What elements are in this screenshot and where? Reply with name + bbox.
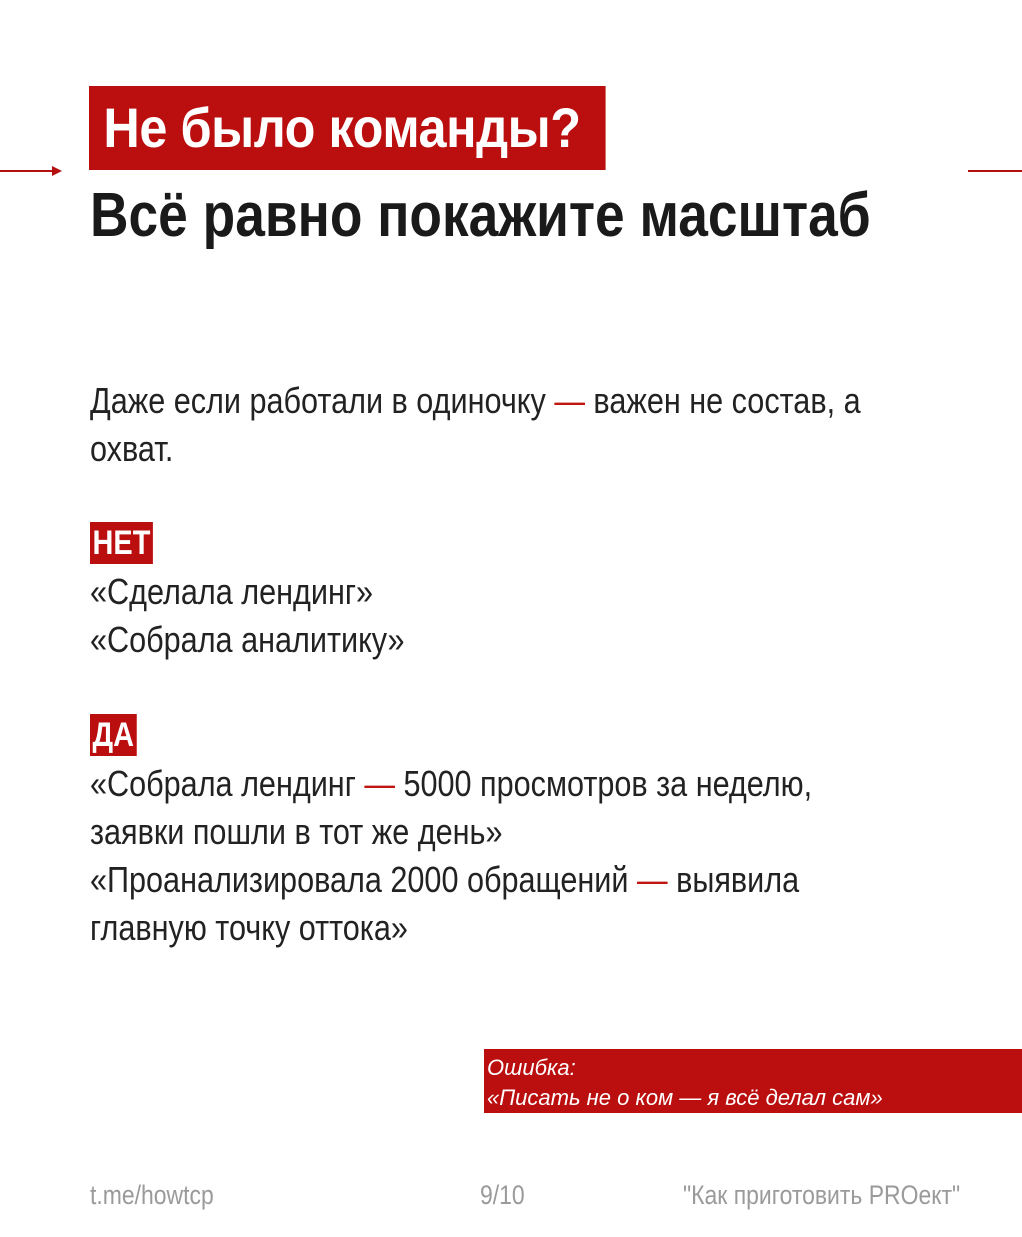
yes-example-line: главную точку оттока» (90, 907, 408, 948)
yes-example-line (90, 856, 940, 904)
error-text: «Писать не о ком — я всё делал сам» (487, 1085, 883, 1110)
intro-dash: — (554, 380, 585, 421)
page-subtitle: Всё равно покажите масштаб (90, 181, 871, 250)
yes-examples (90, 760, 940, 952)
left-arrow-decoration (0, 165, 62, 177)
page-title: Не было команды? (89, 86, 606, 170)
yes-text: «Проанализировала 2000 обращений (90, 859, 638, 900)
yes-tag: ДА (90, 714, 137, 756)
intro-line-1 (90, 377, 940, 425)
no-example-item: «Собрала аналитику» (90, 619, 405, 660)
yes-text: «Собрала лендинг (90, 763, 365, 804)
yes-dash: — (637, 859, 668, 900)
error-label: Ошибка: (487, 1055, 576, 1080)
no-examples (90, 568, 940, 664)
footer-link[interactable]: t.me/howtcp (90, 1180, 214, 1210)
page-counter: 9/10 (480, 1180, 525, 1210)
no-tag: НЕТ (90, 522, 153, 564)
error-note (484, 1049, 1022, 1113)
intro-text-b: важен не состав, а (584, 380, 861, 421)
intro-line-2: охват. (90, 428, 174, 469)
yes-text: 5000 просмотров за неделю, (394, 763, 813, 804)
yes-example-line: заявки пошли в тот же день» (90, 811, 503, 852)
right-line-decoration (968, 170, 1022, 172)
series-title: "Как приготовить PROект" (683, 1180, 961, 1210)
no-example-item: «Сделала лендинг» (90, 571, 374, 612)
yes-text: выявила (667, 859, 800, 900)
yes-dash: — (364, 763, 395, 804)
yes-example-line (90, 760, 940, 808)
intro-text-a: Даже если работали в одиночку (90, 380, 555, 421)
intro-paragraph (90, 377, 940, 473)
